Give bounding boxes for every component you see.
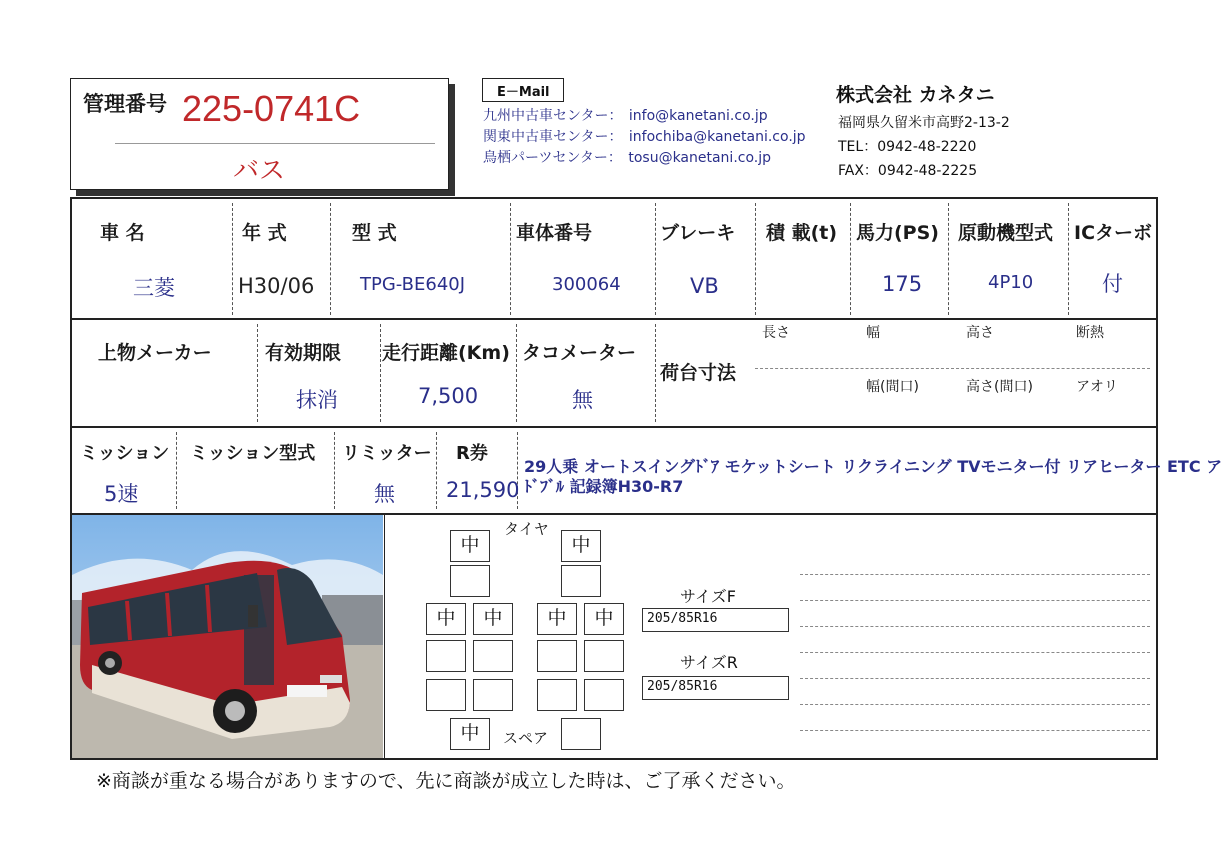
value-r-ken: 21,590 [446, 478, 520, 502]
col-divider [334, 432, 335, 509]
remarks-line: 29人乗 オートスイングﾄﾞｱ モケットシート リクライニング TVモニター付 リアヒーター ETC ア [524, 457, 1223, 476]
header-car-name: 車 名 [100, 222, 145, 244]
note-line [800, 626, 1150, 627]
tire-blank [426, 679, 466, 711]
tire-front-right: 中 [561, 530, 601, 562]
cargo-insulation: 断熱 [1076, 325, 1104, 341]
kanri-label: 管理番号 [83, 92, 167, 116]
cargo-side-panel: アオリ [1076, 379, 1118, 395]
header-horsepower: 馬力(PS) [856, 222, 939, 244]
email-label: E－Mail [497, 85, 550, 100]
tire-blank [426, 640, 466, 672]
col-divider [232, 203, 233, 315]
cargo-opening-width: 幅(間口) [866, 379, 919, 395]
vehicle-photo [72, 515, 383, 758]
footer-note: ※商談が重なる場合がありますので、先に商談が成立した時は、ご了承ください。 [96, 770, 796, 792]
cargo-length: 長さ [762, 325, 790, 341]
size-f-value: 205/85R16 [642, 608, 789, 632]
company-tel: TEL：0942-48-2220 [838, 139, 977, 155]
value-expiry: 抹消 [296, 388, 338, 412]
col-divider [655, 324, 656, 422]
cargo-divider [755, 368, 1150, 369]
tire-blank [537, 679, 577, 711]
header-r-ken: R券 [456, 443, 488, 464]
center-email[interactable]: tosu@kanetani.co.jp [628, 150, 772, 166]
header-load: 積 載(t) [766, 222, 838, 244]
company-name: 株式会社 カネタニ [836, 84, 995, 106]
value-chassis: 300064 [552, 274, 621, 295]
tire-spare: 中 [450, 718, 490, 750]
value-tachometer: 無 [572, 388, 593, 412]
col-divider [380, 324, 381, 422]
photo-divider [384, 515, 385, 759]
header-mileage: 走行距離(Km) [382, 342, 510, 364]
col-divider [850, 203, 851, 315]
value-car-name: 三菱 [133, 276, 175, 300]
cargo-height: 高さ [966, 325, 994, 341]
tire-front-left: 中 [450, 530, 490, 562]
size-r-label: サイズR [680, 653, 738, 672]
col-divider [176, 432, 177, 509]
tire-front-right-blank [561, 565, 601, 597]
value-brake: VB [690, 274, 719, 298]
value-turbo: 付 [1102, 272, 1123, 296]
center-row [483, 106, 806, 127]
note-line [800, 600, 1150, 601]
header-transmission-model: ミッション型式 [190, 443, 316, 464]
company-fax: FAX：0942-48-2225 [838, 163, 978, 179]
center-name: 関東中古車センター： [483, 129, 623, 145]
col-divider [257, 324, 258, 422]
col-divider [516, 324, 517, 422]
cargo-width: 幅 [866, 325, 880, 341]
header-turbo: ICターボ [1074, 222, 1153, 244]
header-engine: 原動機型式 [958, 222, 1054, 244]
col-divider [948, 203, 949, 315]
col-divider [1068, 203, 1069, 315]
col-divider [330, 203, 331, 315]
note-line [800, 678, 1150, 679]
tire-blank [537, 640, 577, 672]
col-divider [755, 203, 756, 315]
center-email[interactable]: infochiba@kanetani.co.jp [628, 129, 806, 145]
value-limiter: 無 [374, 482, 395, 506]
remarks [524, 457, 1222, 497]
header-chassis: 車体番号 [516, 222, 593, 244]
header-expiry: 有効期限 [265, 342, 342, 364]
tire-rear-right-outer: 中 [584, 603, 624, 635]
center-row [483, 148, 806, 169]
center-name: 九州中古車センター： [483, 108, 623, 124]
value-mileage: 7,500 [418, 384, 479, 408]
size-f-label: サイズF [680, 587, 736, 606]
note-line [800, 704, 1150, 705]
center-name: 鳥栖パーツセンター： [483, 150, 622, 166]
company-address: 福岡県久留米市高野2-13-2 [838, 115, 1010, 131]
cargo-opening-height: 高さ(間口) [966, 379, 1033, 395]
center-list [483, 106, 806, 169]
header-body-maker: 上物メーカー [98, 342, 212, 364]
header-transmission: ミッション [80, 443, 170, 464]
col-divider [436, 432, 437, 509]
vehicle-category: バス [233, 156, 286, 186]
kanri-divider [115, 143, 435, 144]
row-divider [70, 318, 1158, 320]
col-divider [510, 203, 511, 315]
header-model: 型 式 [352, 222, 397, 244]
value-transmission: 5速 [104, 482, 139, 506]
value-year: H30/06 [238, 274, 315, 298]
header-limiter: リミッター [342, 443, 432, 464]
col-divider [655, 203, 656, 315]
tire-front-left-blank [450, 565, 490, 597]
spare-label: スペア [503, 729, 549, 747]
header-tachometer: タコメーター [522, 342, 637, 364]
header-year: 年 式 [242, 222, 287, 244]
tire-spare-blank [561, 718, 601, 750]
remarks-line: ﾄﾞﾌﾞﾙ 記録簿H30-R7 [524, 477, 684, 496]
note-line [800, 730, 1150, 731]
value-model: TPG-BE640J [360, 274, 466, 295]
tire-blank [473, 679, 513, 711]
tire-blank [473, 640, 513, 672]
note-line [800, 574, 1150, 575]
bus-illustration [72, 515, 383, 758]
header-brake: ブレーキ [660, 222, 736, 244]
size-r-value: 205/85R16 [642, 676, 789, 700]
tire-blank [584, 679, 624, 711]
value-engine: 4P10 [988, 272, 1034, 293]
row-divider [70, 426, 1158, 428]
tire-label: タイヤ [504, 520, 549, 538]
center-email[interactable]: info@kanetani.co.jp [628, 108, 768, 124]
note-line [800, 652, 1150, 653]
value-horsepower: 175 [882, 272, 923, 296]
tire-rear-right-inner: 中 [537, 603, 577, 635]
tire-blank [584, 640, 624, 672]
center-row [483, 127, 806, 148]
tire-rear-left-inner: 中 [473, 603, 513, 635]
kanri-number: 225-0741C [182, 88, 361, 129]
tire-rear-left-outer: 中 [426, 603, 466, 635]
header-cargo: 荷台寸法 [660, 362, 737, 384]
